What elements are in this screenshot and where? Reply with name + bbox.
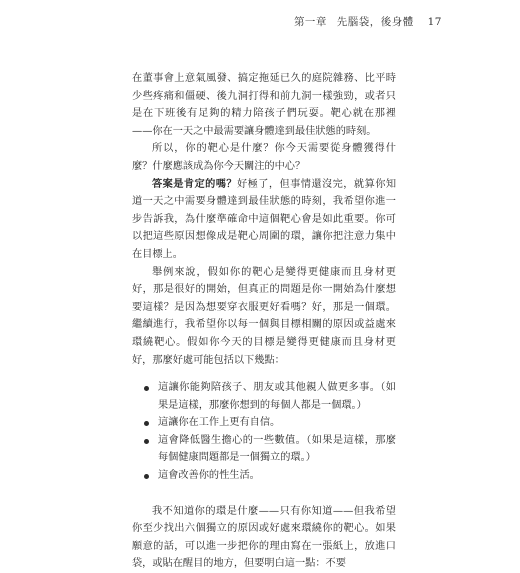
bullet-icon [144,474,149,479]
paragraph: 所以，你的靶心是什麼？你今天需要從身體獲得什麼？什麼應該成為你今天關注的中心？ [132,143,396,172]
paragraph: 我不知道你的環是什麼——只有你知道——但我希望你至少找出六個獨立的原因或好處來環繞你的靶心。如果願意的話，可以進一步把你的理由寫在一張紙上，放進口袋，或貼在醒目的地方，但要明白這一點：不要 [132,505,396,570]
emphasis-text: 答案是肯定的嗎？ [152,177,238,190]
running-header [294,14,442,29]
page-number: 17 [427,16,442,28]
chapter-title: 先腦袋，後身體 [336,16,414,28]
chapter-label: 第一章 [293,16,327,28]
benefits-list [132,379,396,485]
list-item [144,432,396,467]
bullet-icon [144,439,149,444]
bullet-icon [144,421,149,426]
paragraph: 舉例來說，假如你的靶心是變得更健康而且身材更好，那是很好的開始，但真正的問題是你一開始為什麼想要這樣？是因為想要穿衣服更好看嗎？好，那是一個環。繼續進行，我希望你以每一個與目標相關的原因或益處來環繞靶心。假如你今天的目標是變得更健康而且身材更好，那麼好處可能包括以下幾點： [132,266,396,366]
list-item [144,379,396,414]
list-item-text: 這讓你能夠陪孩子、朋友或其他親人做更多事。（如果是這樣，那麼你想到的每個人都是一個環。） [158,382,396,411]
bullet-icon [144,386,149,391]
body-text [132,70,396,573]
paragraph-text: 好極了，但事情還沒完，就算你知道一天之中需要身體達到最佳狀態的時刻，我希望你進一步告訴我，為什麼準確命中這個靶心會是如此重要。你可以把這些原因想像成是靶心周圍的環，讓你把注意力集中在目標上。 [132,178,397,260]
list-item [144,467,396,485]
list-item [144,414,396,432]
list-item-text: 這會改善你的性生活。 [158,470,260,482]
paragraph [132,176,396,264]
list-item-text: 這會降低醫生擔心的一些數值。（如果是這樣，那麼每個健康問題都是一個獨立的環。） [158,434,396,464]
paragraph: 在董事會上意氣風發、搞定拖延已久的庭院雜務、比平時少些疼痛和僵硬、後九洞打得和前九洞一樣強勁，或者只是在下班後有足夠的精力陪孩子們玩耍。靶心就在那裡——你在一天之中最需要讓身體達到最佳狀態的時刻。 [132,73,396,137]
spacer [132,495,396,503]
list-item-text: 這讓你在工作上更有自信。 [158,417,281,429]
